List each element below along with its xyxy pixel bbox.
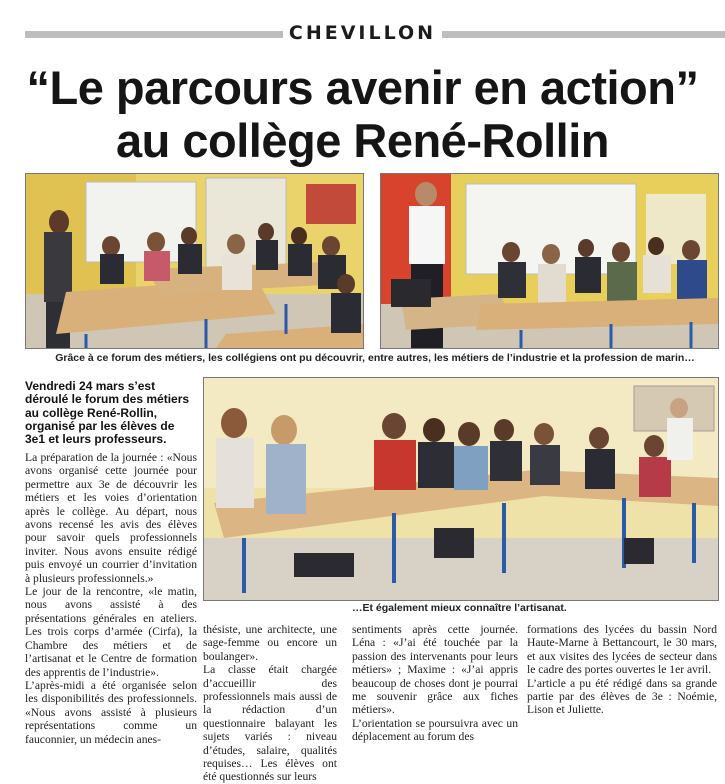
article-paragraph: sentiments après cette journée. Léna : «J’ai été touchée par la passion des intervenants pour leurs métiers» ; Maxime : «J’ai appris beaucoup de choses dont je pourrai me souvenir grâce aux fiches métiers». (352, 623, 518, 717)
article-paragraph: thésiste, une architecte, une sage-femme ou encore un boulanger». (203, 623, 337, 663)
article-paragraph: Le jour de la rencontre, «le matin, nous avons assisté à des présentations générales en ateliers. Les trois corps d’armée (Cirfa), la Chambre des métiers et de l’artisanat et le Centre de formation des apprentis de l’industrie». (25, 585, 197, 679)
article-column-2 (203, 623, 337, 784)
article-column-4 (527, 623, 717, 717)
article-paragraph: La préparation de la journée : «Nous avons organisé cette journée pour permettre aux 3e de découvrir les métiers et les voies d’orientation après le collège. Au départ, nous avons recensé les avis des élèves pour savoir quels professionnels inviter. Nous avons ensuite rédigé puis envoyé un courrier d’invitation à plusieurs professionnels.» (25, 451, 197, 585)
article-column-3 (352, 623, 518, 744)
artisans-photo (203, 377, 719, 601)
article-paragraph: formations des lycées du bassin Nord Haute-Marne à Bettancourt, le 30 mars, et aux visites des lycées de secteur dans le cadre des portes ouvertes le 1er avril. (527, 623, 717, 677)
classroom-photo (25, 173, 364, 349)
headline-line-1: “Le parcours avenir en action” (26, 61, 699, 114)
article-paragraph: L’article a pu été rédigé dans sa grande partie par des élèves de 3e : Noémie, Lison et Juliette. (527, 676, 717, 717)
photo-caption-bottom: …Et également mieux connaître l’artisanat. (352, 602, 567, 614)
marine-officer-photo (380, 173, 719, 349)
section-label: CHEVILLON (0, 22, 725, 44)
article-paragraph: L’orientation se poursuivra avec un déplacement au forum des (352, 716, 518, 744)
article-paragraph: L’après-midi a été organisée selon les disponibilités des professionnels. «Nous avons assisté à plusieurs représentations comme un fauconnier, un médecin anes- (25, 678, 197, 746)
intro-paragraph: Vendredi 24 mars s’est déroulé le forum des métiers au collège René-Rollin, organisé par les élèves de 3e1 et leurs professeurs. (25, 379, 190, 447)
headline-line-2: au collège René-Rollin (115, 114, 610, 167)
article-paragraph: La classe était chargée d’accueillir des professionnels mais aussi de la rédaction d’un questionnaire balayant les sujets variés : niveau d’études, salaire, qualités requises… Les élèves ont été questionnés sur leurs (203, 663, 337, 784)
article-column-1 (25, 451, 197, 746)
photo-caption-top: Grâce à ce forum des métiers, les collégiens ont pu découvrir, entre autres, les métiers de l’industrie et la profession de marin… (55, 352, 695, 364)
